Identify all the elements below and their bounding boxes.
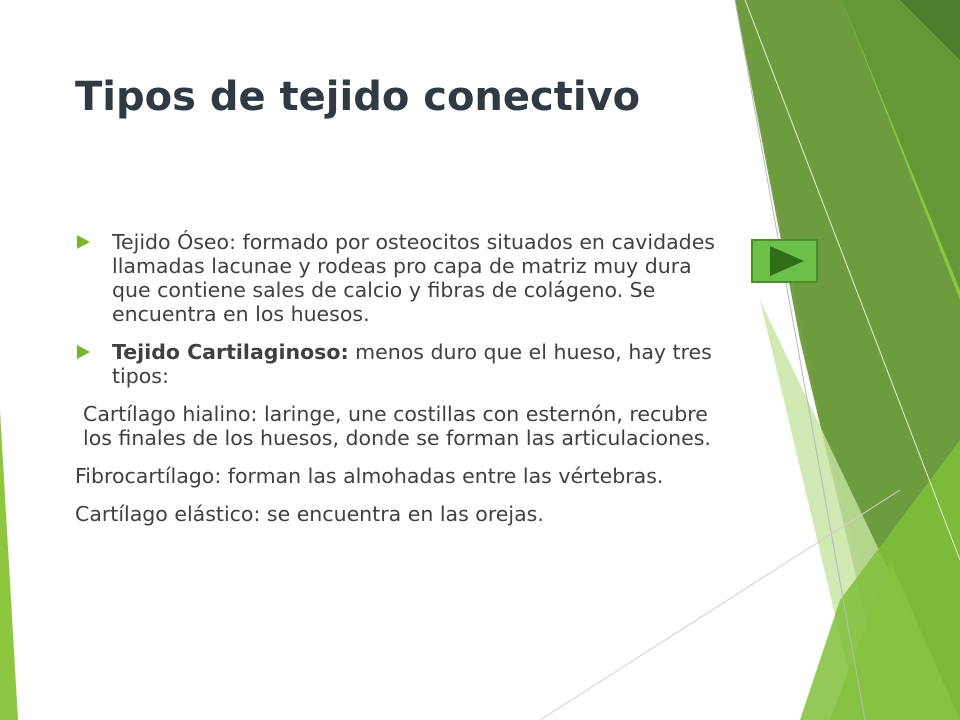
bullet-text: menos duro que el hueso, hay tres tipos: (112, 340, 712, 388)
bullet-text: formado por osteocitos situados en cavidades llamadas lacunae y rodeas pro capa de matriz muy dura que contiene sales de calcio y fibras de colágeno. Se encuentra en los huesos. (112, 230, 715, 326)
bullet-item-tejido-cartilaginoso (75, 340, 730, 388)
right-triangle-bullet-icon (77, 345, 90, 359)
bullet-lead: Tejido Cartilaginoso: (112, 340, 349, 364)
slide-title: Tipos de tejido conectivo (75, 74, 641, 120)
bullet-item-tejido-oseo (75, 230, 730, 326)
paragraph-fibrocartilago: Fibrocartílago: forman las almohadas entre las vértebras. (75, 464, 664, 488)
right-triangle-bullet-icon (77, 235, 90, 249)
bullet-lead: Tejido Óseo: (112, 230, 236, 254)
paragraph-cartilago-hialino: Cartílago hialino: laringe, une costillas con esternón, recubre los finales de los huesos, donde se forman las articulaciones. (83, 402, 711, 450)
play-icon (770, 246, 804, 276)
play-button[interactable] (751, 239, 818, 283)
paragraph-cartilago-elastico: Cartílago elástico: se encuentra en las orejas. (75, 502, 544, 526)
slide-content (75, 230, 730, 540)
